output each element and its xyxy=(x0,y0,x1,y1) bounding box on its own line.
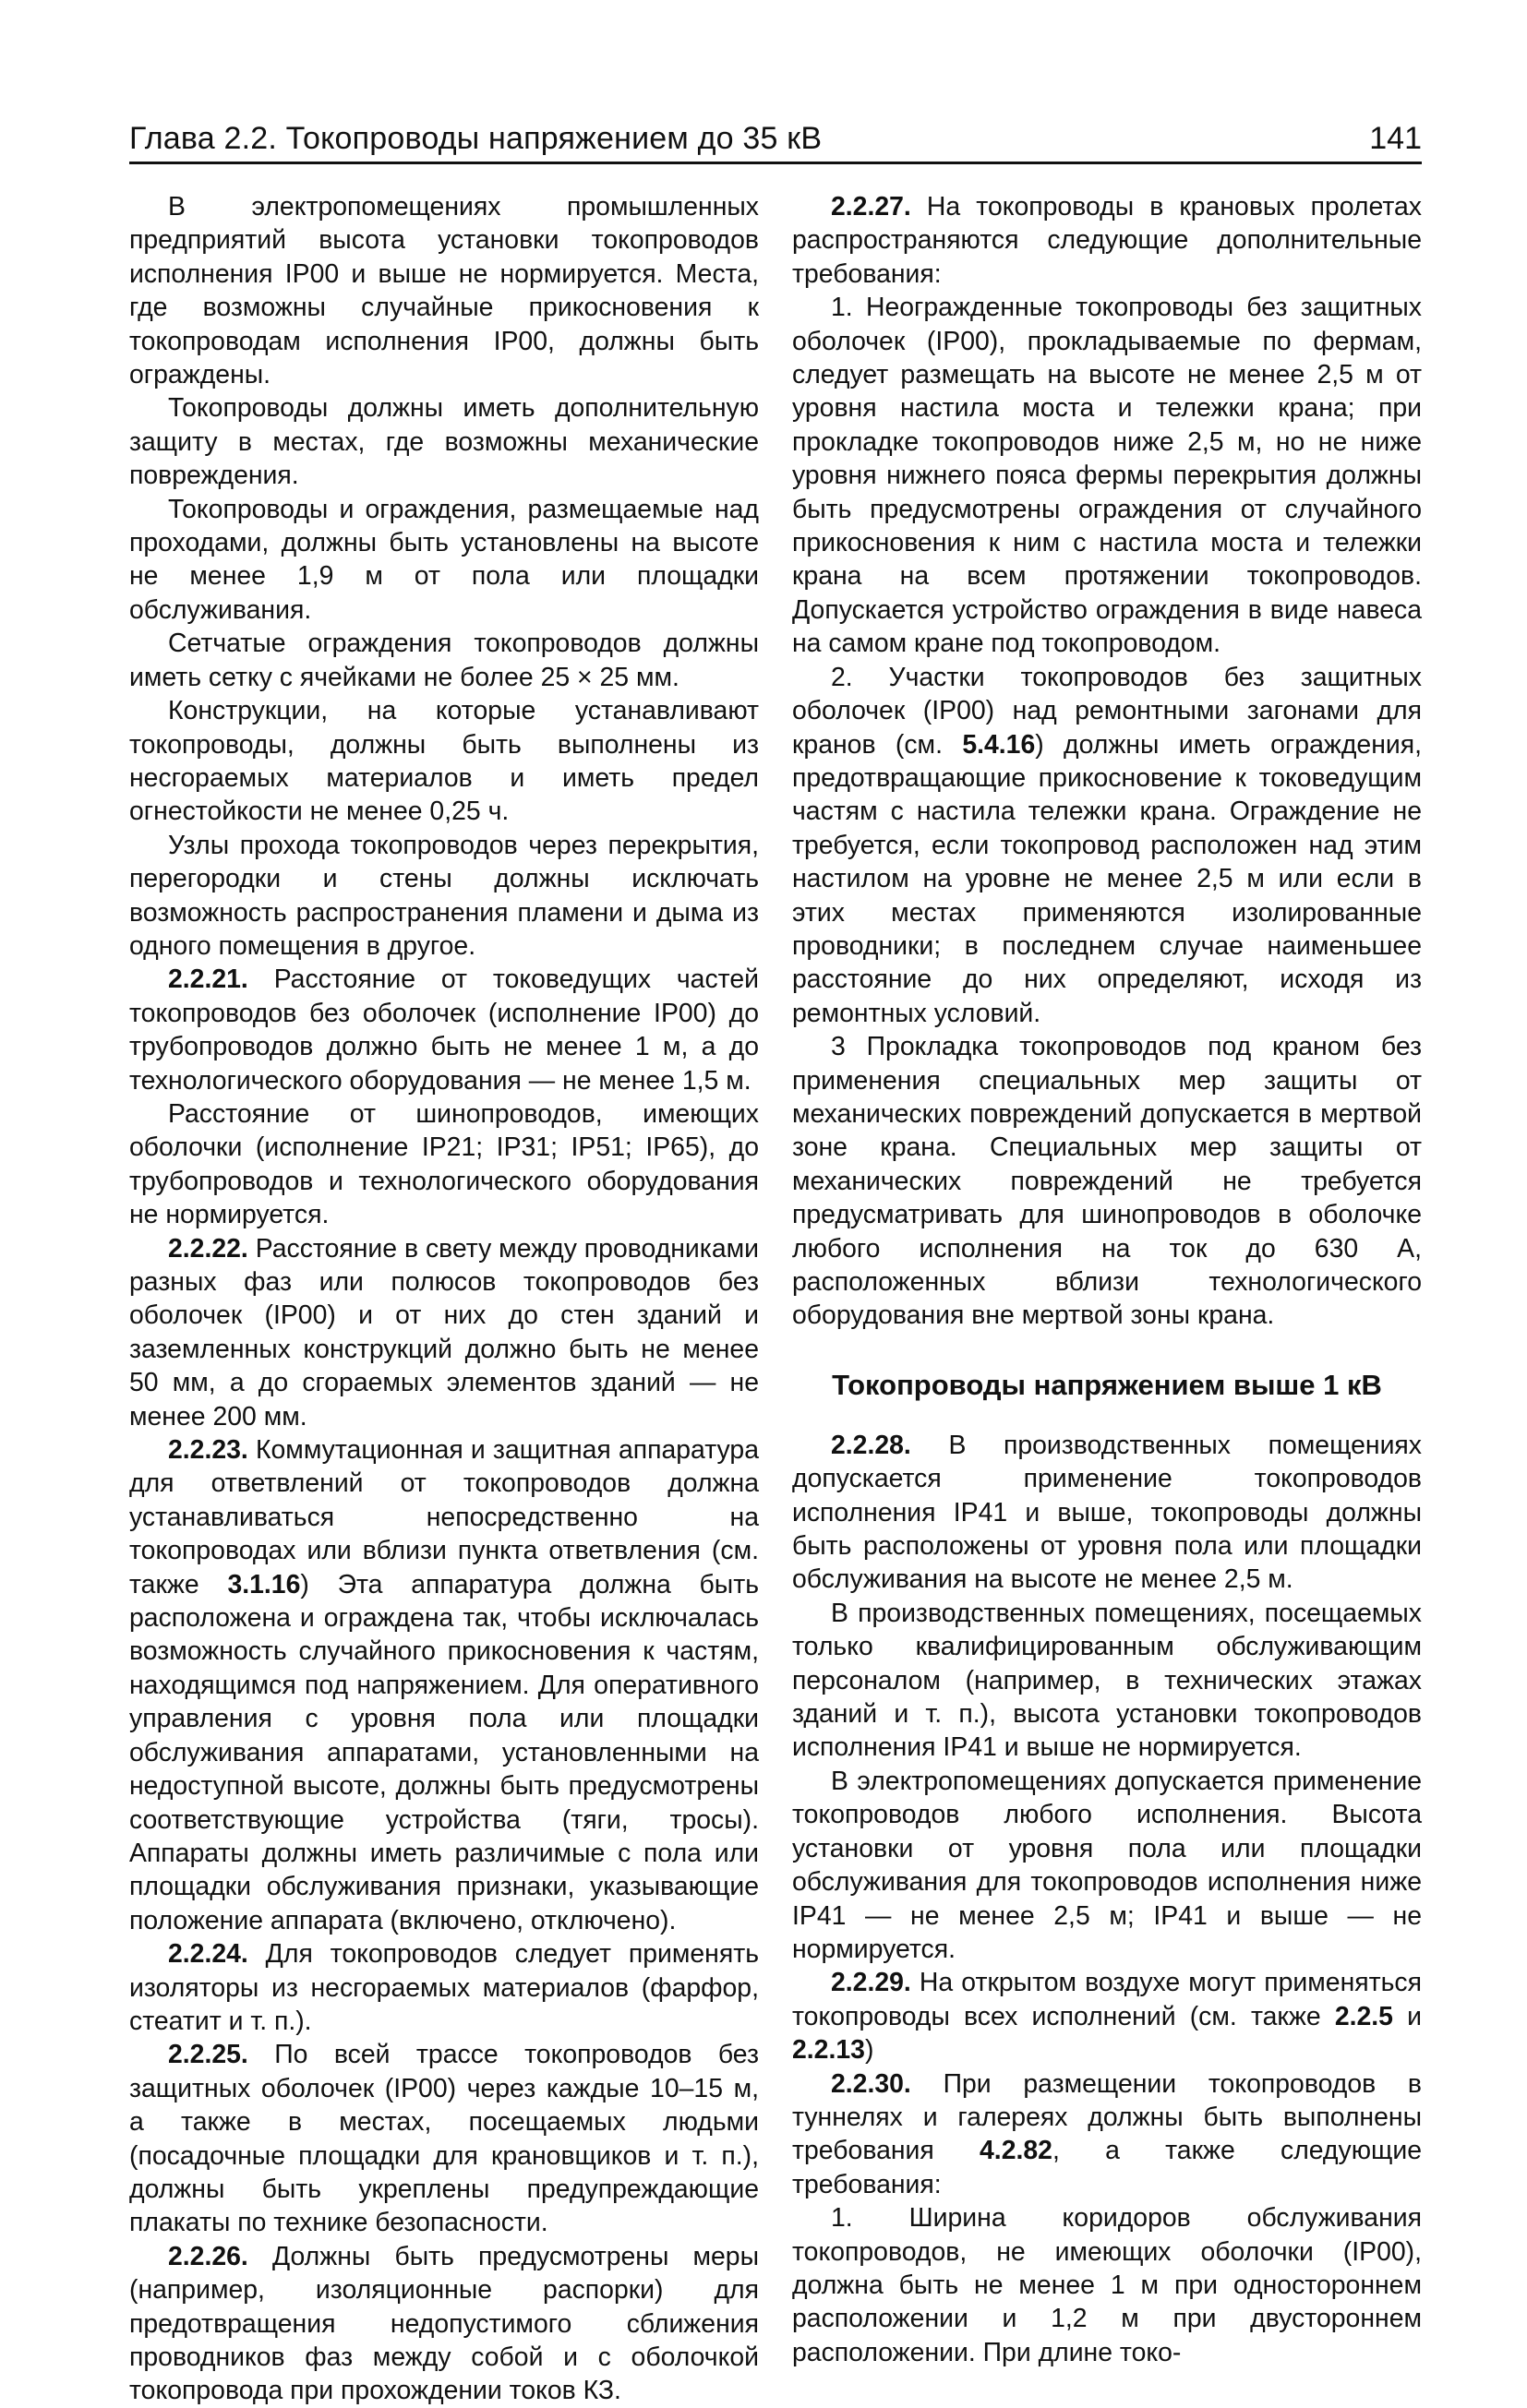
cross-reference: 2.2.5 xyxy=(1334,2001,1393,2031)
paragraph: В электропомещениях промышленных предприятий высота установки токопроводов исполнения IP00 и выше не нормируется. Места, где возможны случайные прикосновения к токопроводам исполнения IP00, должны быть ограждены. xyxy=(129,192,759,390)
paragraph: Конструкции, на которые устанавливают токопроводы, должны быть выполнены из несгораемых материалов и иметь предел огнестойкости не менее 0,25 ч. xyxy=(129,696,759,827)
clause-number: 2.2.24. xyxy=(168,1939,248,1970)
list-item: 1. Неогражденные токопроводы без защитных оболочек (IP00), прокладываемые по фермам, следует размещать на высоте не менее 2,5 м от уровня настила моста и тележки крана; при прокладке токопроводов ниже 2,5 м, но не ниже уровня нижнего пояса фермы перекрытия должны быть предусмотрены ограждения от случайного прикосновения к ним с настила моста и тележки крана на всем протяжении токопроводов. Допускается устройство ограждения в виде навеса на самом кране под токопроводом. xyxy=(792,293,1422,659)
chapter-title: Глава 2.2. Токопроводы напряжением до 35 кВ xyxy=(129,121,823,156)
paragraph: Токопроводы и ограждения, размещаемые над проходами, должны быть установлены на высоте не менее 1,9 м от пола или площадки обслуживания. xyxy=(129,494,759,625)
paragraph: В электропомещениях допускается применение токопроводов любого исполнения. Высота установки от уровня пола или площадки обслуживания для токопроводов исполнения ниже IP41 — не менее 2,5 м; IP41 и выше — не нормируется. xyxy=(792,1766,1422,1964)
cross-reference: 5.4.16 xyxy=(962,729,1036,760)
clause-2-2-26 xyxy=(129,2240,759,2408)
clause-2-2-29 xyxy=(792,1966,1422,2067)
clause-2-2-27 xyxy=(792,190,1422,291)
clause-2-2-24 xyxy=(129,1937,759,2038)
clause-number: 2.2.26. xyxy=(168,2241,248,2271)
clause-number: 2.2.23. xyxy=(168,1435,248,1466)
running-header xyxy=(129,118,1422,164)
list-item: 1. Ширина коридоров обслуживания токопроводов, не имеющих оболочки (IP00), должна быть не менее 1 м при одностороннем расположении и 1,2 м при двустороннем расположении. При длине токо- xyxy=(792,2203,1422,2367)
clause-2-2-22 xyxy=(129,1232,759,1433)
list-item-text: ) должны иметь ограждения, предотвращающие прикосновение к токоведущим частям с настила тележки крана. Ограждение не требуется, если токопровод расположен над этим настилом на уровне не менее 2,5 м или если в этих местах применяются изолированные проводники; в последнем случае наименьшее расстояние до них определяют, исходя из ремонтных условий. xyxy=(792,729,1422,1028)
clause-text: При размещении токопроводов в туннелях и галереях должны быть выполнены требования xyxy=(792,2068,1423,2166)
clause-text: ) xyxy=(864,2035,874,2066)
clause-2-2-25 xyxy=(129,2038,759,2239)
paragraph: Узлы прохода токопроводов через перекрытия, перегородки и стены должны исключать возможность распространения пламени и дыма из одного помещения в другое. xyxy=(129,830,759,961)
header-divider xyxy=(129,162,1422,164)
list-item: 3 Прокладка токопроводов под краном без применения специальных мер защиты от механических повреждений допускается в мертвой зоне крана. Специальных мер защиты от механических повреждений не требуется предусматривать для шинопроводов в оболочке любого исполнения на ток до 630 А, расположенных вблизи технологического оборудования вне мертвой зоны крана. xyxy=(792,1032,1422,1331)
clause-2-2-21 xyxy=(129,963,759,1097)
clause-2-2-28 xyxy=(792,1429,1422,1597)
paragraph: Токопроводы должны иметь дополнительную защиту в местах, где возможны механические повреждения. xyxy=(129,393,759,491)
paragraph: Расстояние от шинопроводов, имеющих оболочки (исполнение IP21; IP31; IP51; IP65), до трубопроводов и технологического оборудования не нормируется. xyxy=(129,1098,759,1230)
clause-number: 2.2.21. xyxy=(168,964,248,995)
clause-2-2-30 xyxy=(792,2067,1422,2202)
clause-text: На открытом воздухе могут применяться токопроводы всех исполнений (см. также xyxy=(792,1968,1422,2031)
clause-text: ) Эта аппаратура должна быть расположена и ограждена так, чтобы исключалась возможность случайного прикосновения к частям, находящимся под напряжением. Для оперативного управления с уровня пола или площадки обслуживания аппаратами, установленными на недоступной высоте, должны быть предусмотрены соответствующие устройства (тяги, тросы). Аппараты должны иметь различимые с пола или площадки обслуживания признаки, указывающие положение аппарата (включено, отключено). xyxy=(129,1569,760,1935)
clause-number: 2.2.30. xyxy=(831,2068,911,2099)
list-item xyxy=(792,661,1422,1030)
clause-number: 2.2.28. xyxy=(831,1430,911,1460)
clause-text: На токопроводы в крановых пролетах распространяются следующие дополнительные требования: xyxy=(792,192,1422,289)
page-number: 141 xyxy=(1369,121,1422,156)
clause-number: 2.2.27. xyxy=(831,192,911,222)
clause-text: , а также следующие требования: xyxy=(792,2136,1422,2199)
clause-text: Для токопроводов следует применять изоляторы из несгораемых материалов (фарфор, стеатит и т. п.). xyxy=(129,1939,759,2036)
clause-text: Должны быть предусмотрены меры (например, изоляционные распорки) для предотвращения недопустимого сближения проводников фаз между собой и с оболочкой токопровода при прохождении токов КЗ. xyxy=(129,2241,759,2406)
clause-text: По всей трассе токопроводов без защитных оболочек (IP00) через каждые 10–15 м, а также в местах, посещаемых людьми (посадочные площадки для крановщиков и т. п.), должны быть укреплены предупреждающие плакаты по технике безопасности. xyxy=(129,2040,759,2238)
clause-text: В производственных помещениях допускается применение токопроводов исполнения IP41 и выше, токопроводы должны быть расположены от уровня пола или площадки обслуживания на высоте не менее 2,5 м. xyxy=(792,1430,1423,1595)
clause-text: Расстояние от токоведущих частей токопроводов без оболочек (исполнение IP00) до трубопроводов должно быть не менее 1 м, а до технологического оборудования — не менее 1,5 м. xyxy=(129,964,759,1096)
section-heading: Токопроводы напряжением выше 1 кВ xyxy=(832,1368,1382,1401)
cross-reference: 3.1.16 xyxy=(227,1569,301,1599)
clause-2-2-23 xyxy=(129,1433,759,1937)
conjunction: и xyxy=(1407,2001,1423,2031)
clause-text: Расстояние в свету между проводниками разных фаз или полюсов токопроводов без оболочек (IP00) и от них до стен зданий и заземленных конструкций должно быть не менее 50 мм, а до сгораемых элементов зданий — не менее 200 мм. xyxy=(129,1233,760,1432)
cross-reference: 2.2.13 xyxy=(792,2035,865,2066)
clause-number: 2.2.22. xyxy=(168,1233,248,1264)
paragraph: В производственных помещениях, посещаемых только квалифицированным обслуживающим персоналом (например, в технических этажах зданий и т. п.), высота установки токопроводов исполнения IP41 и выше не нормируется. xyxy=(792,1598,1422,1763)
cross-reference: 4.2.82 xyxy=(980,2136,1052,2166)
left-column xyxy=(129,190,759,2408)
clause-number: 2.2.29. xyxy=(831,1968,911,1998)
paragraph: Сетчатые ограждения токопроводов должны иметь сетку с ячейками не более 25 × 25 мм. xyxy=(129,629,759,692)
right-column xyxy=(792,190,1422,2369)
list-item-text: 2. Участки токопроводов без защитных оболочек (IP00) над ремонтными загонами для кранов (см. xyxy=(792,662,1422,760)
clause-number: 2.2.25. xyxy=(168,2040,248,2070)
clause-text: Коммутационная и защитная аппаратура для ответвлений от токопроводов должна устанавливаться непосредственно на токопроводах или вблизи пункта ответвления (см. также xyxy=(129,1435,760,1599)
